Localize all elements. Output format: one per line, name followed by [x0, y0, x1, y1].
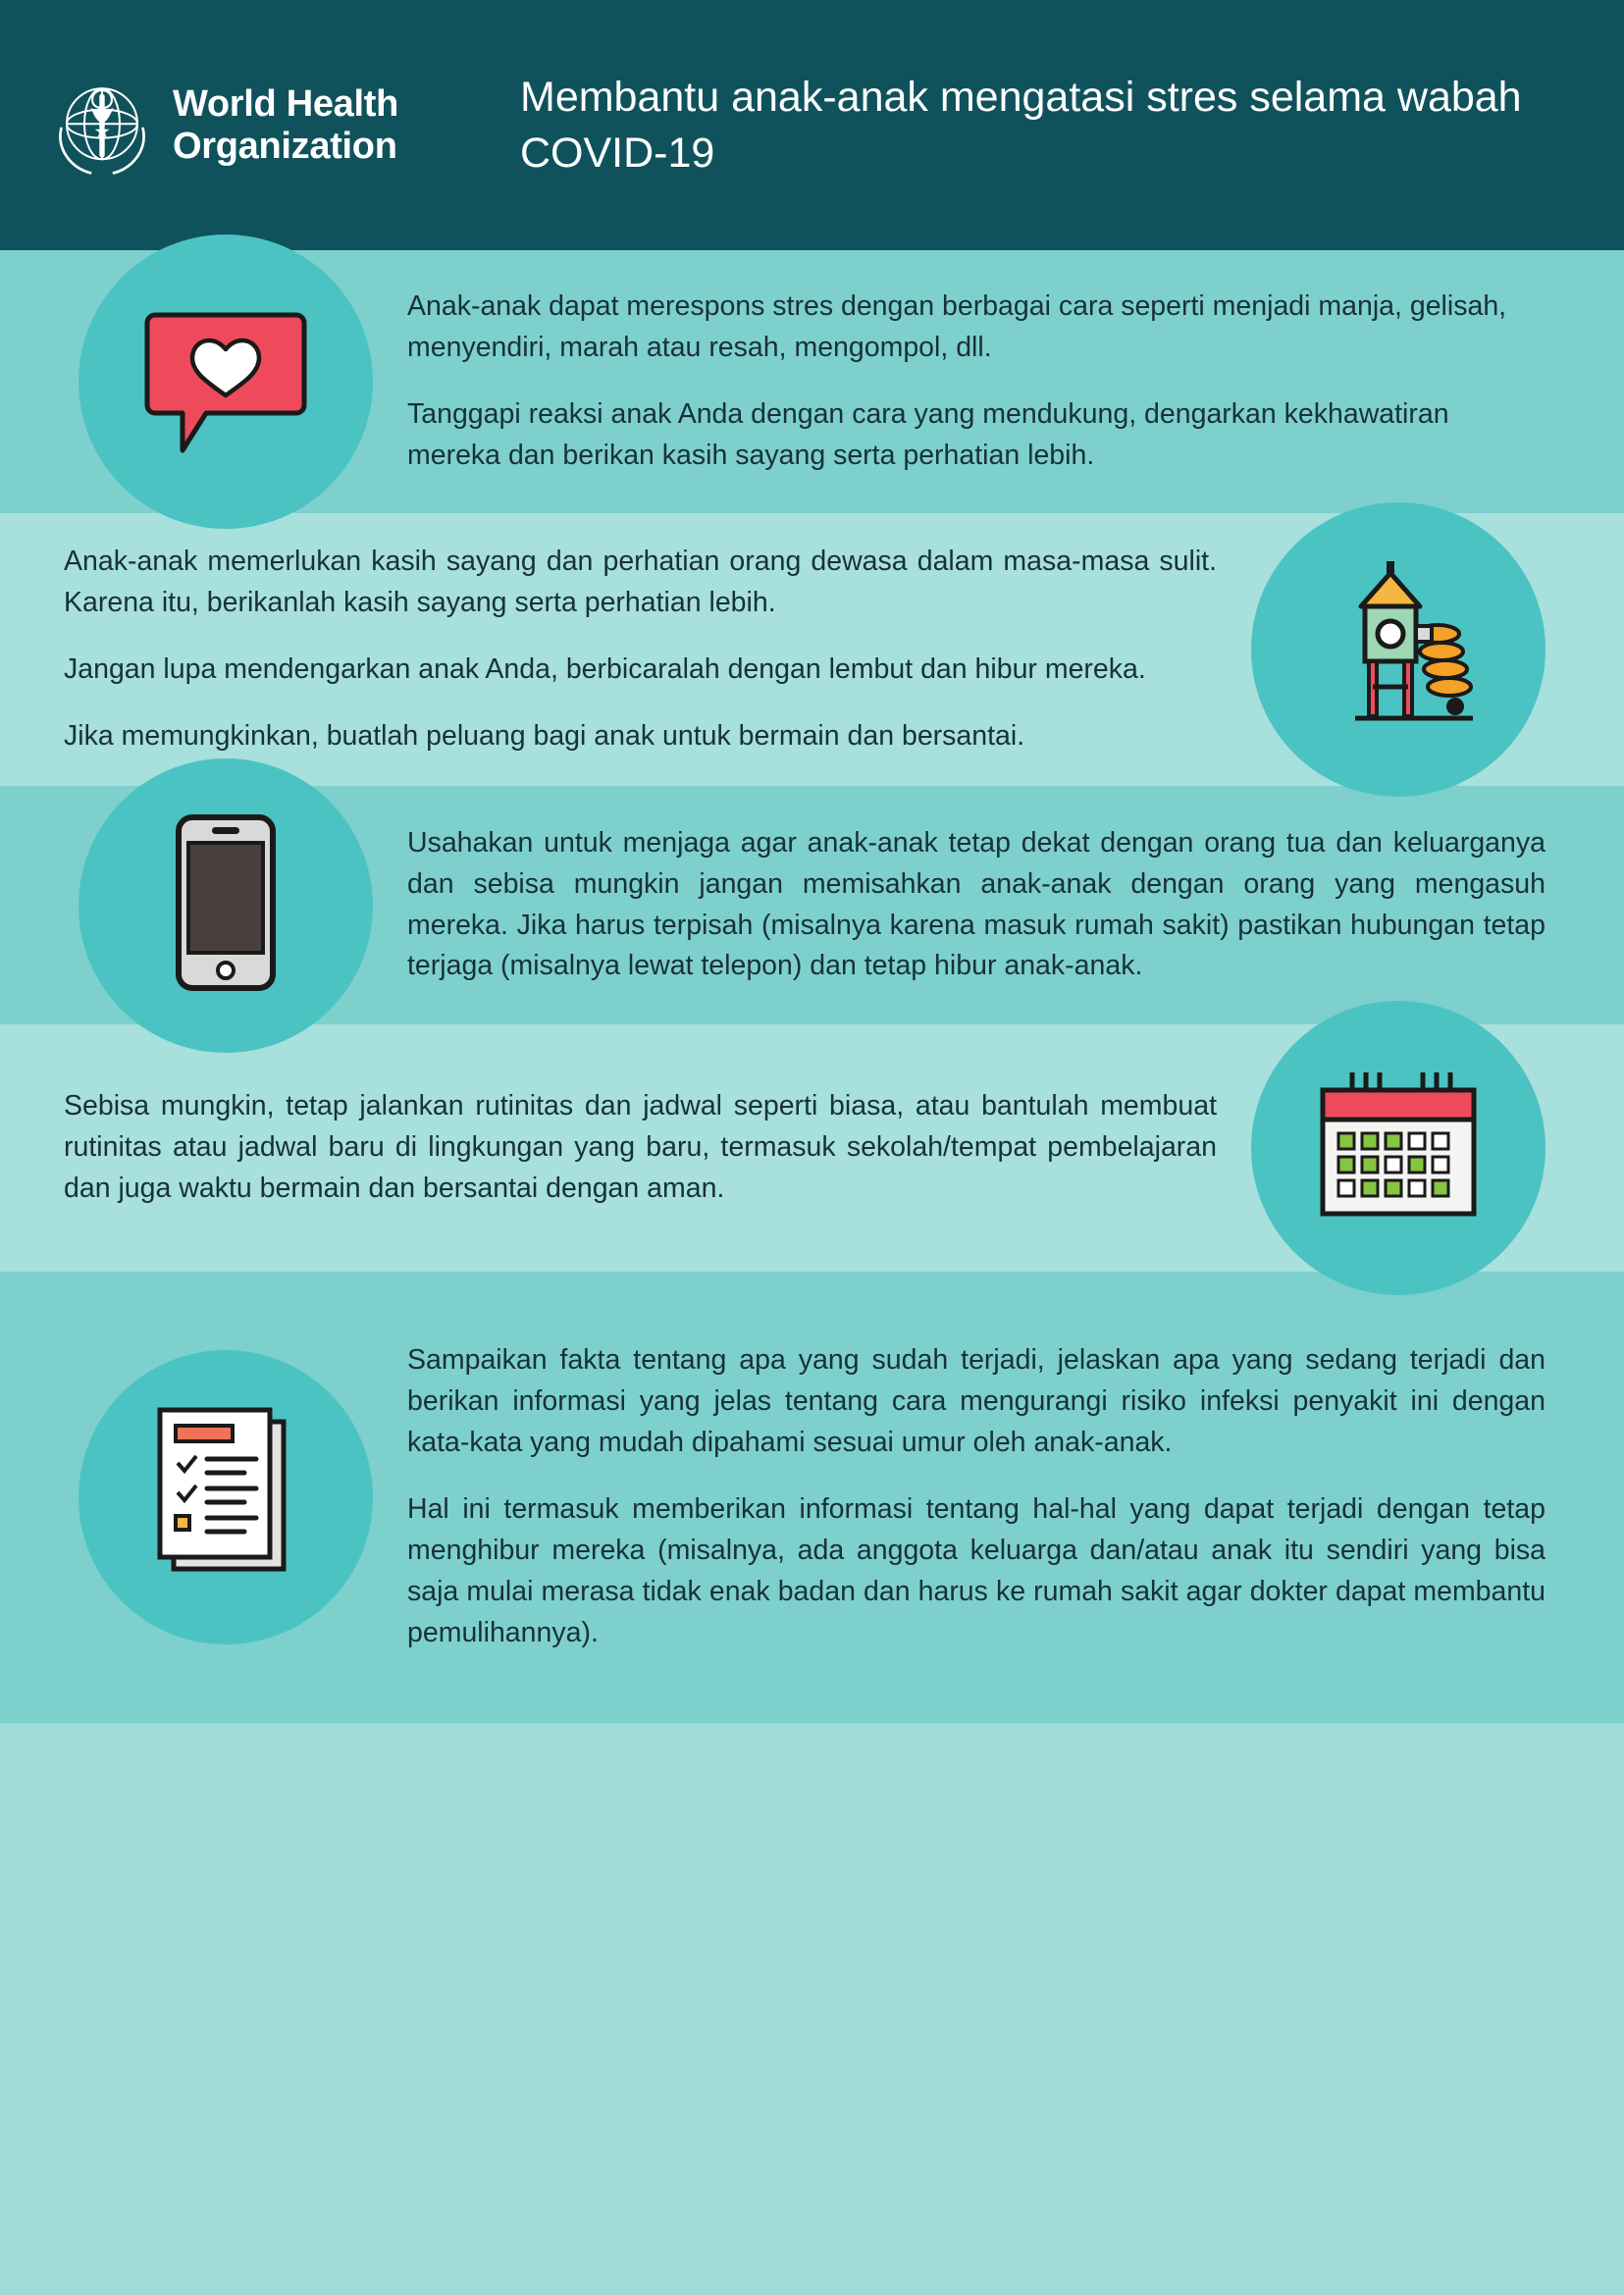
section-share-facts — [0, 1272, 1624, 1723]
paragraph: Anak-anak dapat merespons stres dengan berbagai cara seperti menjadi manja, gelisah, menyendiri, marah atau resah, mengompol, dll. — [407, 290, 1507, 364]
who-emblem-icon — [49, 73, 155, 179]
icon-circle — [1251, 502, 1545, 797]
page-title: Membantu anak-anak mengatasi stres selama wabah COVID-19 — [520, 73, 1522, 177]
section-stress-reactions — [0, 250, 1624, 513]
who-wordmark-line2: Organization — [173, 125, 397, 167]
icon-column — [44, 235, 407, 529]
playground-slide-icon — [1300, 549, 1496, 751]
icon-column — [44, 758, 407, 1053]
icon-column — [1217, 1001, 1580, 1295]
who-wordmark-line1: World Health — [173, 82, 399, 125]
section-stay-close — [0, 786, 1624, 1024]
icon-circle — [79, 758, 373, 1053]
icon-circle — [79, 1350, 373, 1644]
paragraph: Sebisa mungkin, tetap jalankan rutinitas dan jadwal seperti biasa, atau bantulah membuat rutinitas atau jadwal baru di lingkungan yang baru, termasuk sekolah/tempat pembelajaran dan juga waktu bermain dan bersantai dengan aman. — [64, 1090, 1217, 1204]
icon-column — [44, 1350, 407, 1644]
paragraph: Hal ini termasuk memberikan informasi tentang hal-hal yang dapat terjadi dengan tetap menghibur mereka (misalnya, ada anggota keluarga dan/atau anak itu sendiri yang bisa saja mulai merasa tidak enak badan dan harus ke rumah sakit agar dokter dapat membantu pemulihannya). — [407, 1493, 1545, 1648]
speech-bubble-heart-icon — [137, 301, 314, 463]
who-logo — [49, 73, 520, 179]
icon-circle — [1251, 1001, 1545, 1295]
paragraph: Jangan lupa mendengarkan anak Anda, berbicaralah dengan lembut dan hibur mereka. — [64, 653, 1146, 685]
mobile-phone-icon — [167, 809, 285, 1001]
calendar-icon — [1305, 1063, 1492, 1234]
paragraph: Anak-anak memerlukan kasih sayang dan perhatian orang dewasa dalam masa-masa sulit. Karena itu, berikanlah kasih sayang serta perhatian lebih. — [64, 546, 1217, 619]
section-text — [407, 823, 1570, 988]
section-affection-attention — [0, 513, 1624, 786]
section-text — [44, 542, 1217, 757]
paragraph: Usahakan untuk menjaga agar anak-anak tetap dekat dengan orang tua dan keluarganya dan sebisa mungkin jangan memisahkan anak-anak dengan orang yang mengasuh mereka. Jika harus terpisah (misalnya karena masuk rumah sakit) pastikan hubungan tetap terjaga (misalnya lewat telepon) dan tetap hibur anak-anak. — [407, 826, 1545, 982]
page-header — [0, 0, 1624, 250]
section-text — [44, 1086, 1217, 1210]
icon-circle — [79, 235, 373, 529]
paragraph: Jika memungkinkan, buatlah peluang bagi anak untuk bermain dan bersantai. — [64, 719, 1025, 752]
who-wordmark — [173, 83, 398, 167]
section-routines — [0, 1024, 1624, 1272]
section-text — [407, 287, 1570, 477]
paragraph: Sampaikan fakta tentang apa yang sudah terjadi, jelaskan apa yang sedang terjadi dan berikan informasi yang jelas tentang cara mengurangi risiko infeksi penyakit ini dengan kata-kata yang mudah dipahami sesuai umur oleh anak-anak. — [407, 1344, 1545, 1459]
section-text — [407, 1340, 1570, 1653]
icon-column — [1217, 502, 1580, 797]
checklist-document-icon — [140, 1402, 312, 1593]
paragraph: Tanggapi reaksi anak Anda dengan cara yang mendukung, dengarkan kekhawatiran mereka dan berikan kasih sayang serta perhatian lebih. — [407, 398, 1449, 471]
